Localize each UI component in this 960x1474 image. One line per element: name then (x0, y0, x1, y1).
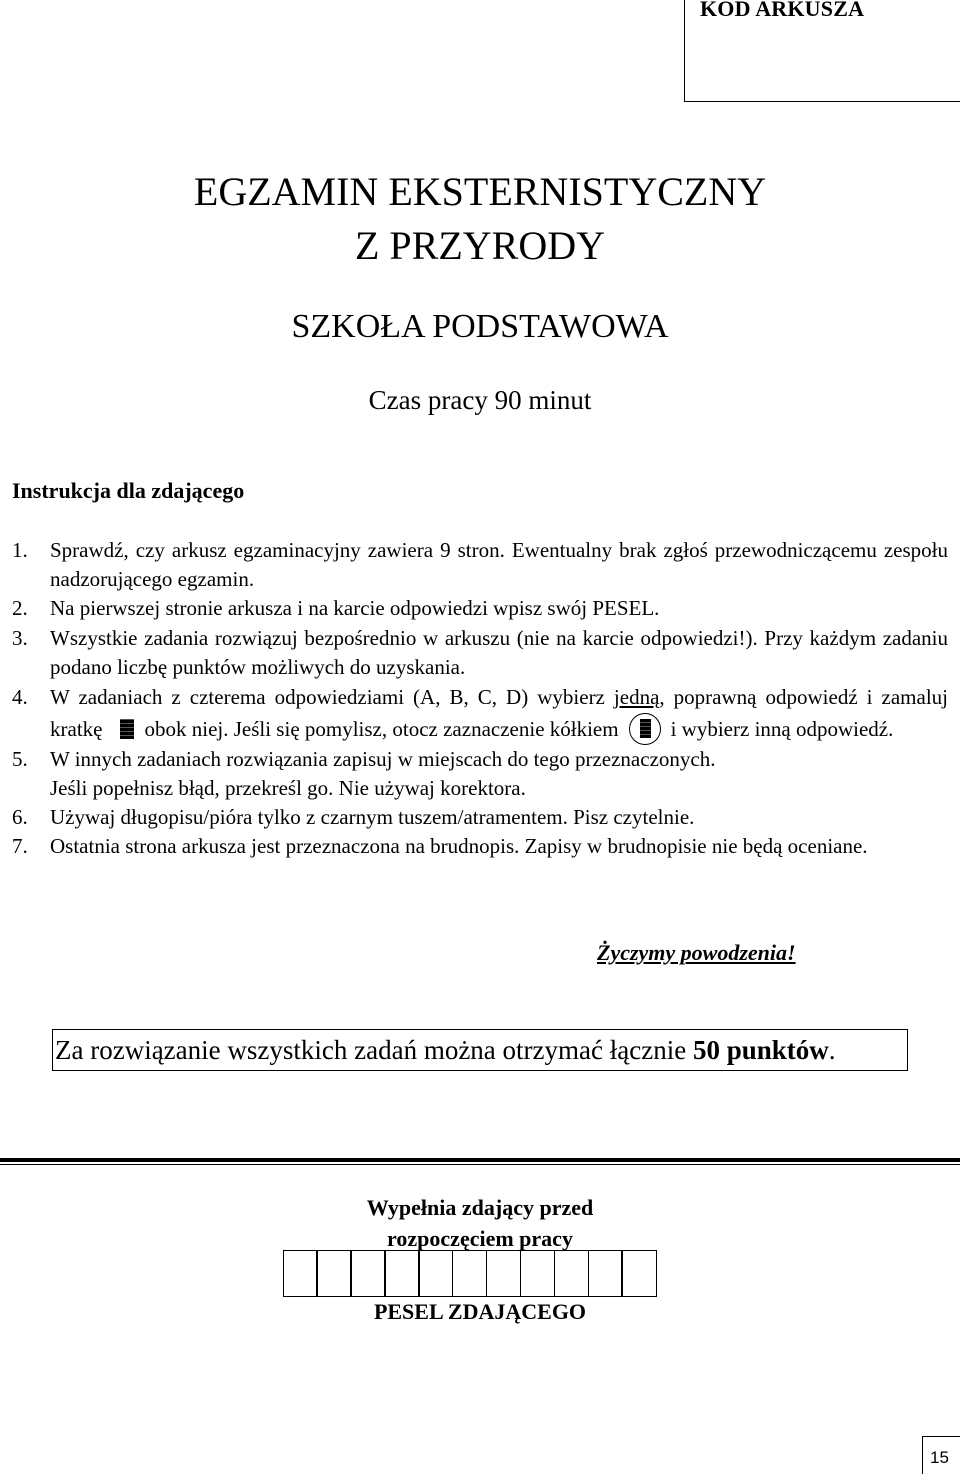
instruction-number: 3. (12, 625, 28, 650)
pesel-digit-cell[interactable] (316, 1250, 351, 1297)
school-level: SZKOŁA PODSTAWOWA (291, 308, 669, 345)
instruction-item (12, 803, 948, 832)
instruction-item (12, 745, 948, 803)
instruction-text: Używaj długopisu/pióra tylko z czarnym tuszem/atramentem. Pisz czytelnie. (50, 804, 695, 829)
pesel-digit-cell[interactable] (384, 1250, 419, 1297)
pesel-digit-cell[interactable] (452, 1250, 487, 1297)
instruction-text: i wybierz inną odpowiedź. (670, 716, 894, 741)
instruction-text: Ostatnia strona arkusza jest przeznaczona na brudnopis. Zapisy w brudnopisie nie będą oceniane. (50, 834, 868, 859)
pesel-digit-cell[interactable] (418, 1250, 453, 1297)
instruction-emphasis: jedną (613, 685, 660, 710)
section-divider (0, 1158, 960, 1162)
total-points-suffix: . (828, 1035, 836, 1065)
filled-checkbox-icon (120, 719, 134, 739)
pesel-digit-cell[interactable] (350, 1250, 385, 1297)
pesel-digit-cell[interactable] (283, 1250, 318, 1297)
instruction-number: 6. (12, 804, 28, 829)
instruction-text: W innych zadaniach rozwiązania zapisuj w miejscach do tego przeznaczonych. (50, 746, 716, 771)
instruction-text: Jeśli popełnisz błąd, przekreśl go. Nie używaj korektora. (50, 775, 526, 800)
instruction-item (12, 536, 948, 594)
exam-title-line2: Z PRZYRODY (354, 223, 606, 268)
instruction-number: 5. (12, 746, 28, 771)
pesel-digit-cell[interactable] (588, 1250, 623, 1297)
circled-checkbox-icon (629, 713, 661, 745)
instructions-heading: Instrukcja dla zdającego (12, 478, 245, 503)
total-points-box (52, 1029, 908, 1071)
total-points-prefix: Za rozwiązanie wszystkich zadań można otrzymać łącznie (55, 1035, 693, 1065)
instruction-text: , poprawną odpowiedź i zamaluj kratkę (50, 685, 949, 741)
candidate-fill-line2: rozpoczęciem pracy (387, 1226, 573, 1251)
total-points-value: 50 punktów (692, 1035, 829, 1065)
exam-title-line1: EGZAMIN EKSTERNISTYCZNY (193, 169, 767, 214)
pesel-digit-cell[interactable] (520, 1250, 555, 1297)
good-luck-message (597, 940, 796, 966)
pesel-digit-cell[interactable] (486, 1250, 521, 1297)
instruction-text: obok niej. Jeśli się pomylisz, otocz zaznaczenie kółkiem (144, 716, 619, 741)
pesel-label: PESEL ZDAJĄCEGO (373, 1299, 587, 1324)
exam-duration: Czas pracy 90 minut (368, 385, 592, 415)
instruction-item (12, 594, 948, 623)
instruction-item (12, 682, 948, 745)
candidate-fill-line1: Wypełnia zdający przed (366, 1195, 594, 1220)
sheet-code-label: KOD ARKUSZA (700, 0, 865, 21)
pesel-grid (284, 1250, 657, 1297)
instruction-number: 7. (12, 834, 28, 859)
instruction-text: Wszystkie zadania rozwiązuj bezpośrednio w arkuszu (nie na karcie odpowiedzi!). Przy każdym zadaniu podano liczbę punktów możliwych do uzyskania. (50, 625, 948, 679)
section-divider-thin (0, 1164, 960, 1165)
candidate-fill-note (0, 1192, 960, 1254)
instruction-item (12, 624, 948, 682)
good-luck-text: Życzymy powodzenia! (597, 940, 796, 965)
instruction-text: Sprawdź, czy arkusz egzaminacyjny zawiera 9 stron. Ewentualny brak zgłoś przewodniczącemu zespołu nadzorującego egzamin. (50, 538, 948, 592)
pesel-digit-cell[interactable] (554, 1250, 589, 1297)
instruction-text: Na pierwszej stronie arkusza i na karcie odpowiedzi wpisz swój PESEL. (50, 596, 660, 621)
instruction-number: 2. (12, 596, 28, 621)
instruction-item (12, 832, 948, 861)
instruction-number: 4. (12, 685, 28, 710)
instruction-number: 1. (12, 538, 28, 562)
instructions-list (12, 536, 948, 861)
instruction-text: W zadaniach z czterema odpowiedziami (A, B, C, D) wybierz (50, 685, 605, 710)
pesel-digit-cell[interactable] (621, 1250, 656, 1297)
page-number: 15 (930, 1448, 949, 1467)
